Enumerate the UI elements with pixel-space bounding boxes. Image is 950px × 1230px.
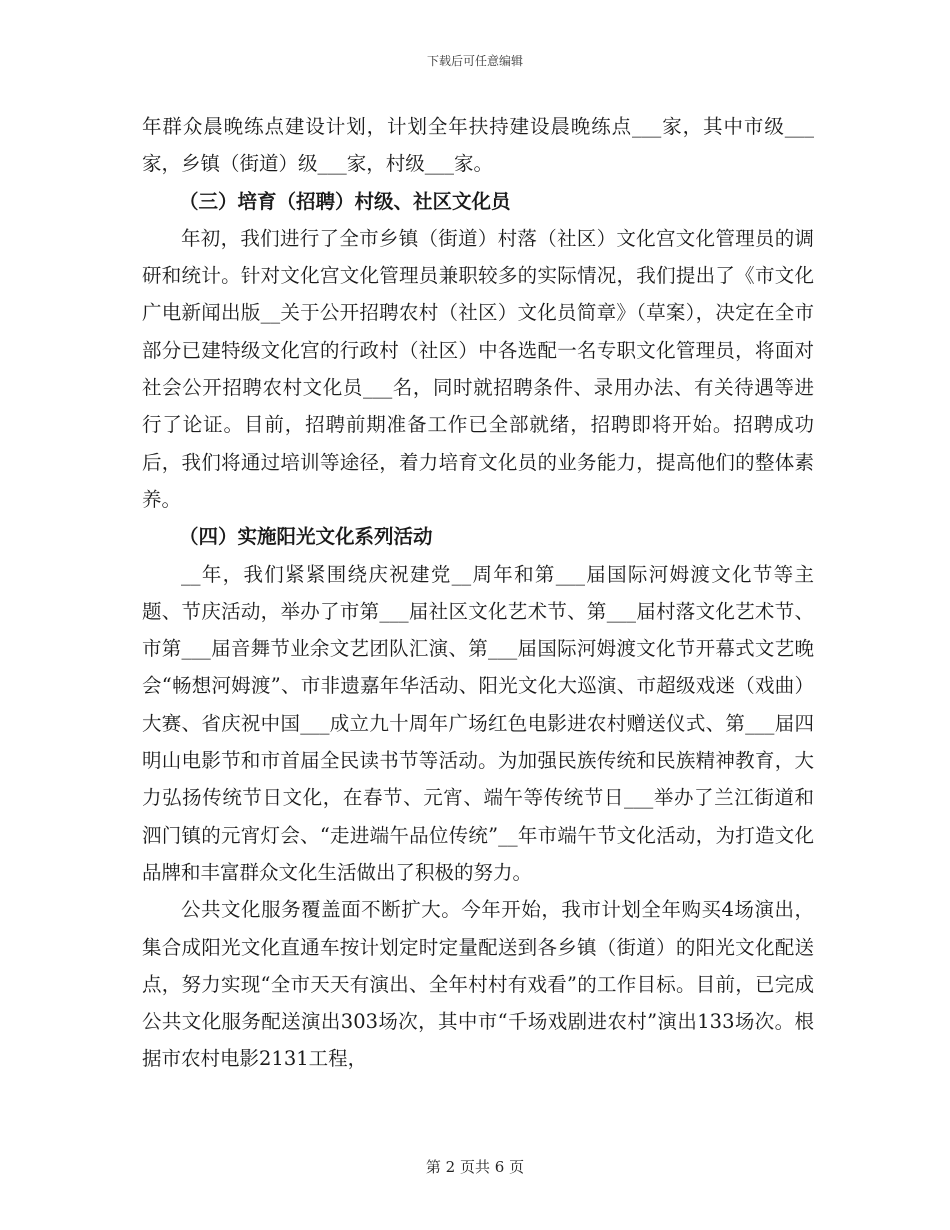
page-footer: 第 2 页共 6 页 bbox=[425, 1158, 525, 1176]
section-heading-4: （四）实施阳光文化系列活动 bbox=[179, 525, 433, 549]
document-body bbox=[142, 108, 814, 1078]
paragraph-continuation: 年群众晨晚练点建设计划，计划全年扶持建设晨晚练点___家，其中市级___家，乡镇（街道）级___家，村级___家。 bbox=[142, 115, 814, 176]
paragraph-public-service: 公共文化服务覆盖面不断扩大。今年开始，我市计划全年购买4场演出，集合成阳光文化直通车按计划定时定量配送到各乡镇（街道）的阳光文化配送点，努力实现“全市天天有演出、全年村村有戏看”的工作目标。目前，已完成公共文化服务配送演出303场次，其中市“千场戏剧进农村”演出133场次。根据市农村电影2131工程， bbox=[142, 898, 814, 1071]
paragraph-recruitment: 年初，我们进行了全市乡镇（街道）村落（社区）文化宫文化管理员的调研和统计。针对文化宫文化管理员兼职较多的实际情况，我们提出了《市文化广电新闻出版__关于公开招聘农村（社区）文化员简章》（草案），决定在全市部分已建特级文化宫的行政村（社区）中各选配一名专职文化管理员，将面对社会公开招聘农村文化员___名，同时就招聘条件、录用办法、有关待遇等进行了论证。目前，招聘前期准备工作已全部就绪，招聘即将开始。招聘成功后，我们将通过培训等途径，着力培育文化员的业务能力，提高他们的整体素养。 bbox=[142, 226, 814, 511]
paragraph-activities: __年，我们紧紧围绕庆祝建党__周年和第___届国际河姆渡文化节等主题、节庆活动，举办了市第___届社区文化艺术节、第___届村落文化艺术节、市第___届音舞节业余文艺团队汇演、第___届国际河姆渡文化节开幕式文艺晚会“畅想河姆渡”、市非遗嘉年华活动、阳光文化大巡演、市超级戏迷（戏曲）大赛、省庆祝中国___成立九十周年广场红色电影进农村赠送仪式、第___届四明山电影节和市首届全民读书节等活动。为加强民族传统和民族精神教育，大力弘扬传统节日文化，在春节、元宵、端午等传统节日___举办了兰江街道和泗门镇的元宵灯会、“走进端午品位传统”__年市端午节文化活动，为打造文化品牌和丰富群众文化生活做出了积极的努力。 bbox=[142, 562, 814, 884]
page-header: 下载后可任意编辑 bbox=[426, 54, 523, 68]
section-heading-3: （三）培育（招聘）村级、社区文化员 bbox=[179, 189, 511, 213]
